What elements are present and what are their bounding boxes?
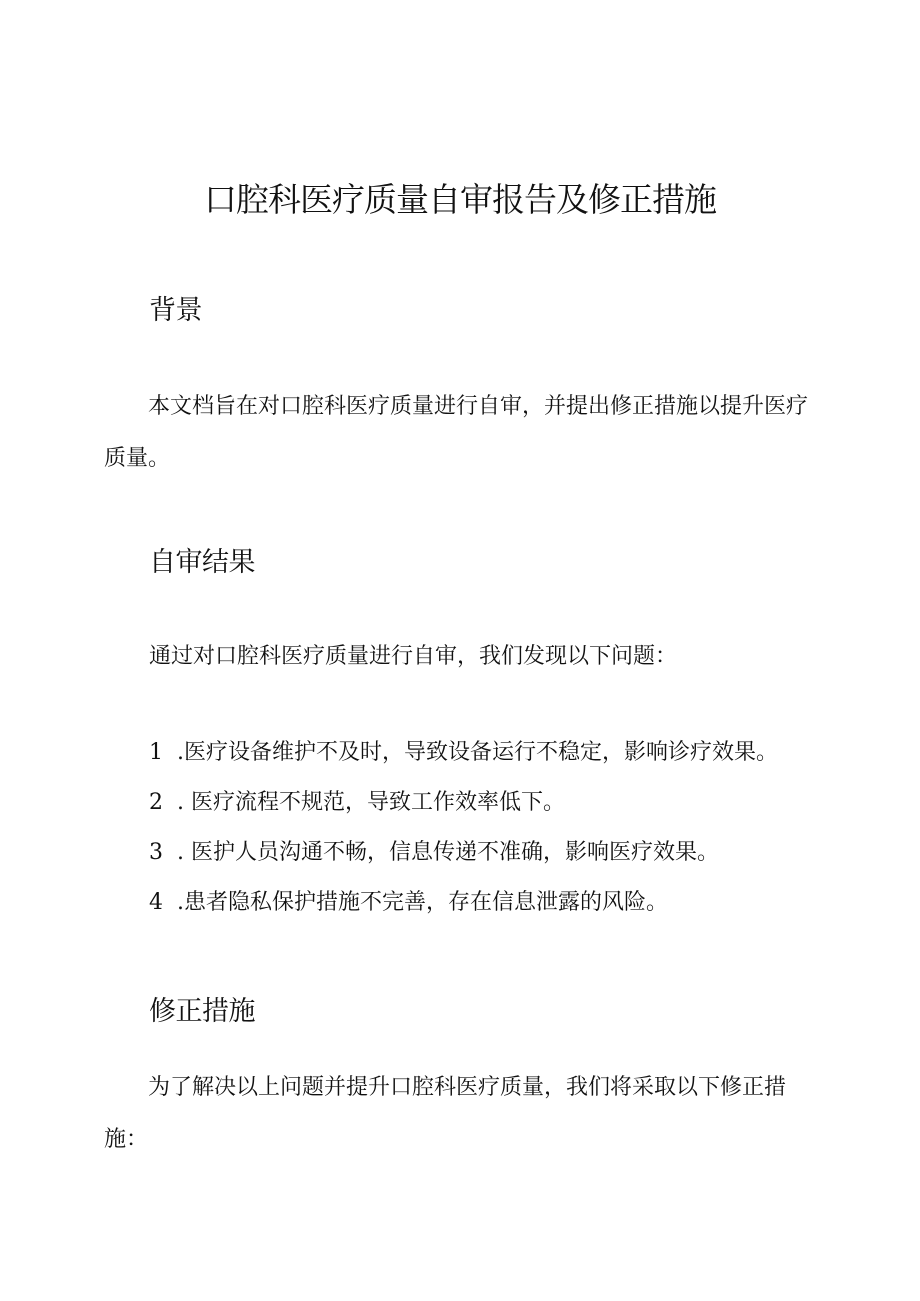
list-item-number: 1 (149, 740, 163, 765)
list-item-text: .医疗设备维护不及时，导致设备运行不稳定，影响诊疗效果。 (177, 740, 778, 765)
document-title: 口腔科医疗质量自审报告及修正措施 (204, 180, 716, 219)
list-item-text: . 医护人员沟通不畅，信息传递不准确，影响医疗效果。 (177, 840, 719, 865)
section-heading-results: 自审结果 (149, 547, 255, 578)
list-item (149, 887, 668, 919)
list-item (149, 837, 719, 869)
list-item-text: . 医疗流程不规范，导致工作效率低下。 (177, 790, 565, 815)
list-item-number: 3 (149, 840, 163, 865)
corrections-intro-paragraph: 为了解决以上问题并提升口腔科医疗质量，我们将采取以下修正措施： (104, 1075, 787, 1152)
list-item-text: .患者隐私保护措施不完善，存在信息泄露的风险。 (177, 890, 668, 915)
list-item-number: 4 (149, 890, 163, 915)
results-intro-paragraph: 通过对口腔科医疗质量进行自审，我们发现以下问题： (149, 644, 678, 669)
list-item-number: 2 (149, 790, 163, 815)
background-paragraph: 本文档旨在对口腔科医疗质量进行自审，并提出修正措施以提升医疗质量。 (104, 394, 809, 471)
section-heading-corrections: 修正措施 (149, 996, 255, 1027)
list-item (149, 737, 778, 769)
section-heading-background: 背景 (149, 295, 202, 326)
list-item (149, 787, 565, 819)
